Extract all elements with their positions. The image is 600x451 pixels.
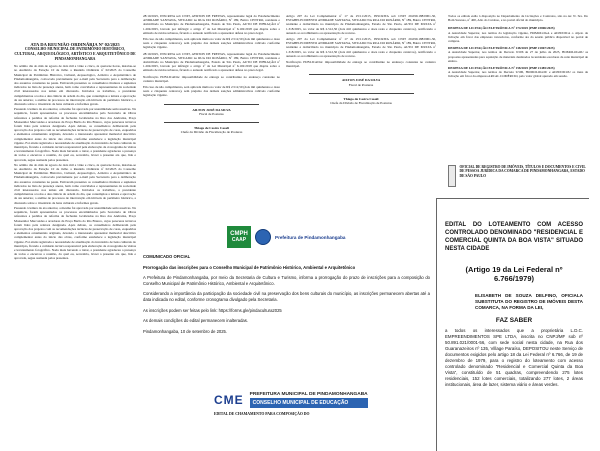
- comunicado-block: [143, 226, 430, 388]
- signature-line: [164, 104, 260, 105]
- column-3: [286, 0, 436, 105]
- disp3-title: DESPESA DE LICITAÇÃO ELETRÔNICA Nº 158/2025 (PMP 21485/2025): [448, 66, 555, 71]
- edital-lei: (Artigo 19 da Lei Federal nº 6.766/1979): [465, 265, 563, 283]
- cme-subtitle-2: CONSELHO MUNICIPAL DE EDUCAÇÃO: [250, 398, 368, 408]
- signature-role-4: Chefe da Divisão de Fiscalização de Posturas: [330, 101, 392, 106]
- edital-faz-saber: FAZ SABER: [495, 317, 533, 324]
- notice-mid-text: Em caso de não cumprimento, será aplicada multa no valor de R$ 2.512,50 (dois mil quinhentos e doze reais e cinquenta centavos), sem prejuízo das demais sanções administrativas cabíveis conforme legislação vigente.: [143, 37, 280, 50]
- signature-name-3: AILTON JOSÉ DA SILVA: [341, 78, 381, 83]
- column-2: [143, 0, 280, 134]
- comunicado-heading: Prorrogação das inscrições para o Conselho Municipal de Patrimônio Histórico, Ambiental e Arquitetônico: [143, 264, 356, 270]
- multa-top-text: Artigo 207 da Lei Complementar nº 17 de 25/11/2015, INSCRITA sob CNPJ 26.099.188/0001-50, ESTABELECIMENTO ANDRADE SANTANA, SITUADO NA RUA DO ROSÁRIO, Nº 189, Bairro CENTRO, residente e domiciliado no município de Pindamonhangaba, Estado de São Paulo, AUTO DE MULTA nº 1.318/2025, no valor de R$ 2.512,50 (dois mil quinhentos e doze reais e cinquenta centavos), notificando o autuado ao recolhimento ou apresentação de recurso.: [286, 14, 436, 35]
- comunicado-p1: A Prefeitura de Pindamonhangaba, por meio da Secretaria de Cultura e Turismo, informa a prorrogação do prazo de inscrições para a composição do Conselho Municipal de Patrimônio Histórico, Ambiental e Arquitetônico.: [143, 275, 430, 286]
- signature-name: AILTON JOSÉ DA SILVA: [192, 107, 231, 112]
- notice-extra-text: 28/10/2025, INSCRITA sob CNPJ, AYRTON DE FREITAS, representante legal do Estabelecimento ANDRADE SANTANA, SITUADO na RUA DO ROSÁRIO, Nº 189, Bairro CENTRO, residente e domiciliado no Município de Pindamonhangaba, Estado de São Paulo, AUTO DE INFRAÇÃO nº 1.204/2025, lavrado por infringir o artigo 2º da Lei Municipal nº 6.102/2018 que dispõe sobre a emissão de ruídos urbanos, ficando o autuado notificado a apresentar defesa no prazo legal.: [143, 51, 280, 73]
- ata-body-1: No sétimo dia do mês de agosto de dois mil e vinte e cinco, às quatorze horas, instalou-se no Auditório da Estação 10 de Julho a Reunião Ordinária nº 02/2025 do Conselho Municipal de Patrimônio Histórico, Cultural, Arqueológico, Artístico e Arquitetônico de Pindamonhangaba, convocada previamente por e-mail pela Secretaria para a deliberação dos assuntos constantes na pauta. Estiveram presentes os conselheiros titulares e suplentes indicados na lista de presença anexa, bem como convidados e representantes da sociedade civil interessados nos temas em discussão. Iniciados os trabalhos, a presidente cumprimentou a todos e deu ciência da ordem do dia, que contemplou a leitura e aprovação da ata anterior, a análise de processos de intervenção em imóveis do perímetro histórico, a discussão sobre o inventário de bens culturais e informes gerais.: [14, 64, 136, 107]
- cme-subtitle-1: PREFEITURA MUNICIPAL DE PINDAMONHANGABA: [249, 392, 368, 397]
- multa-repeat-text: Artigo 207 da Lei Complementar nº 17 de 25/11/2015, INSCRITA sob CNPJ 26.099.188/0001-50, ESTABELECIMENTO ANDRADE SANTANA, SITUADO NA RUA DO ROSÁRIO, Nº 189, Bairro CENTRO, residente e domiciliado no município de Pindamonhangaba, Estado de São Paulo, AUTO DE MULTA nº 1.318/2025, no valor de R$ 2.512,50 (dois mil quinhentos e doze reais e cinquenta centavos), notificando o autuado ao recolhimento ou apresentação de recurso.: [286, 37, 436, 58]
- cartorio-title: OFICIAL DE REGISTRO DE IMÓVEIS, TÍTULOS E DOCUMENTOS E CIVIL DE PESSOA JURÍDICA DA COMARCA DE PINDAMONHANGABA, ESTADO DE SÃO PAULO: [459, 165, 586, 178]
- edital-body: a todos os interessados que a proprietária L.D.C. EMPREENDIMENTOS SPE LTDA, inscrita no CNPJ/MF sob nº 50.891.021/0001-56, com sede social nesta cidade, na Rua dos Guaranazeiros nº 135, Village Paraíso, DEPOSITOU neste Serviço de documentos exigidos pelo artigo 18 da Lei Federal nº 6.766, de 19 de dezembro de 1979, para o registro do loteamento com acesso controlado denominado "Residencial e Comercial Quinta da Boa Vista", constituído de 51 quadras, compreendendo 275 lotes residenciais, 152 lotes comerciais, totalizando 277 lotes, 2 áreas institucionais, área de lazer, sistema viário e áreas verdes.: [445, 328, 583, 387]
- comunicado-logos: [227, 226, 345, 248]
- ata-subtitle: CONSELHO MUNICIPAL DE PATRIMÔNIO HISTÓRICO, CULTURAL, ARQUEOLÓGICO, ARTÍSTICO E ARQUITETÔNICO DE PINDAMONHANGABA: [14, 47, 136, 61]
- edital-title: EDITAL DO LOTEAMENTO COM ACESSO CONTROLADO DENOMINADO "RESIDENCIAL E COMERCIAL QUINTA DA BOA VISTA" SITUADO NESTA CIDADE: [445, 222, 583, 252]
- ata-body-4: Passando à leitura da ata anterior, a mesma foi aprovada por unanimidade sem ressalvas. Na sequência, foram apresentados os processos encaminhados pela Secretaria de Obras referentes a pedidos de reforma de fachadas localizadas na Rua dos Andradas, Praça Monsenhor Marcondes e arredores da Praça Barão do Rio Branco, cujos pareceres técnicos foram lidos pela relatora designada. Após debate, os conselheiros deliberaram pela aprovação dos projetos com as recomendações técnicas de preservação de cores, esquadrias e elementos ornamentais originais, devendo o interessado apresentar memorial descritivo complementar antes do início das obras, conforme estabelece a legislação municipal vigente. Foi ainda registrada a necessidade de atualização do inventário de bens culturais do município, ficando a comissão técnica responsável pela elaboração de cronograma de visitas e levantamento fotográfico. Nada mais havendo a tratar, a presidente agradeceu a presença de todos e encerrou a reunião, da qual eu, secretária, lavrei a presente ata que, lida e aprovada, segue assinada pelos presentes.: [14, 205, 136, 261]
- signature-name-4: Thiago de Castro Casali: [343, 96, 379, 101]
- disp3-text: A Autoridade Superior, nos termos do Decreto 9.506, HOMOLOGOU e ADJUDICOU os itens da licitação em favor da empresa ARCAL COMÉRCIO, pelo valor global apurado em sessão.: [448, 70, 588, 79]
- notice-repeat: Em caso de não cumprimento, será aplicada multa no valor de R$ 2.512,50 (dois mil quinhentos e doze reais e cinquenta centavos), sem prejuízo das demais sanções administrativas cabíveis conforme legislação vigente.: [143, 85, 280, 98]
- cme-footer: EDITAL DE CHAMAMENTO PARA COMPOSIÇÃO DO: [214, 412, 310, 416]
- signature-line-4: [309, 93, 414, 94]
- prefeitura-seal-icon: [255, 229, 271, 245]
- signature-role-2: Chefe da Divisão de Fiscalização de Posturas: [180, 130, 243, 135]
- ata-body-2: Passando à leitura da ata anterior, a mesma foi aprovada por unanimidade sem ressalvas. Na sequência, foram apresentados os processos encaminhados pela Secretaria de Obras referentes a pedidos de reforma de fachadas localizadas na Rua dos Andradas, Praça Monsenhor Marcondes e arredores da Praça Barão do Rio Branco, cujos pareceres técnicos foram lidos pela relatora designada. Após debate, os conselheiros deliberaram pela aprovação dos projetos com as recomendações técnicas de preservação de cores, esquadrias e elementos ornamentais originais, devendo o interessado apresentar memorial descritivo complementar antes do início das obras, conforme estabelece a legislação municipal vigente. Foi ainda registrada a necessidade de atualização do inventário de bens culturais do município, ficando a comissão técnica responsável pela elaboração de cronograma de visitas e levantamento fotográfico. Nada mais havendo a tratar, a presidente agradeceu a presença de todos e encerrou a reunião, da qual eu, secretária, lavrei a presente ata que, lida e aprovada, segue assinada pelos presentes.: [14, 107, 136, 162]
- cartorio-emblem-icon: [448, 165, 456, 187]
- signature-role-3: Fiscal de Posturas: [348, 82, 374, 87]
- disp2-title: DESPESA DE LICITAÇÃO ELETRÔNICA Nº 148/2025 (PMP 21867/2025): [448, 46, 555, 51]
- disp2-text: A Autoridade Superior, nos termos do Decreto 9.506 de 27 de julho de 2025, HOMOLOGOU as propostas apresentadas para aquisição de materiais destinados às unidades escolares da rede municipal de ensino.: [448, 50, 588, 63]
- comunicado-date: Pindamonhangaba, 10 de setembro de 2025.: [143, 328, 228, 334]
- cmph-caap-logo: CMPH CAAP: [227, 226, 251, 248]
- col4-top-text: Todos os editais estão à disposição no Departamento de Licitações e Contratos, sito na Av. N. Sra. Do Bom Sucesso, nº 400, Alto do Cardoso, e no portal oficial do município.: [448, 14, 588, 23]
- column-4: [448, 0, 588, 79]
- cartorio-header: [448, 165, 588, 195]
- notice-publicada: Notificação PUBLICADA: impossibilidade de entrega ao contribuinte no endereço constante no cadastro municipal.: [143, 74, 280, 83]
- prefeitura-logo-text: Prefeitura de Pindamonhangaba: [275, 234, 346, 240]
- cme-logo: CME: [214, 393, 244, 407]
- column-1: [14, 0, 136, 261]
- signature-role: Fiscal de Posturas: [199, 111, 224, 116]
- disp1-title: DESPESA DE LICITAÇÃO ELETRÔNICA Nº 174/2025 (PMP 23806/2025): [448, 26, 555, 31]
- disp1-text: A Autoridade Superior, nos termos da legislação vigente, HOMOLOGA e ADJUDICA o objeto da licitação em favor das empresas vencedoras, conforme ata da sessão pública disponível no portal de compras.: [448, 30, 588, 44]
- signature-line-3: [309, 74, 414, 75]
- signature-name-2: Thiago de Castro Casali: [194, 126, 229, 131]
- edital-intro: ELISABETH DE SOUZA DELFINO, OFICIALA SUBSTITUTA DO REGISTRO DE IMÓVEIS DESTA COMARCA, NA FORMA DA LEI,: [475, 293, 583, 310]
- signature-line-2: [164, 122, 260, 123]
- comunicado-p3: As inscrições podem ser feitas pelo link: https://forms.gle/pindacultura2025: [143, 307, 282, 313]
- comunicado-title: COMUNICADO OFICIAL: [143, 254, 191, 259]
- multa-publicada: Notificação PUBLICADA: impossibilidade de entrega ao contribuinte no endereço constante no cadastro municipal.: [286, 60, 436, 69]
- cme-block: [214, 392, 434, 444]
- comunicado-p2: Considerando a importância da participação da sociedade civil na preservação dos bens culturais do município, as inscrições permanecem abertas até a data indicada no edital, conforme cronograma divulgado pela Secretaria.: [143, 291, 430, 302]
- notice-top-text: 28/10/2025, INSCRITA sob CNPJ, AYRTON DE FREITAS, representante legal do Estabelecimento ANDRADE SANTANA, SITUADO na RUA DO ROSÁRIO, Nº 189, Bairro CENTRO, residente e domiciliado no Município de Pindamonhangaba, Estado de São Paulo, AUTO DE INFRAÇÃO nº 1.204/2025, lavrado por infringir o artigo 2º da Lei Municipal nº 6.102/2018 que dispõe sobre a emissão de ruídos urbanos, ficando o autuado notificado a apresentar defesa no prazo legal.: [143, 14, 280, 35]
- ata-title: ATA DA REUNIÃO ORDINÁRIA Nº 02/2025: [30, 42, 120, 47]
- ata-body-3: No sétimo dia do mês de agosto de dois mil e vinte e cinco, às quatorze horas, instalou-se no Auditório da Estação 10 de Julho a Reunião Ordinária nº 02/2025 do Conselho Municipal de Patrimônio Histórico, Cultural, Arqueológico, Artístico e Arquitetônico de Pindamonhangaba, convocada previamente por e-mail pela Secretaria para a deliberação dos assuntos constantes na pauta. Estiveram presentes os conselheiros titulares e suplentes indicados na lista de presença anexa, bem como convidados e representantes da sociedade civil interessados nos temas em discussão. Iniciados os trabalhos, a presidente cumprimentou a todos e deu ciência da ordem do dia, que contemplou a leitura e aprovação da ata anterior, a análise de processos de intervenção em imóveis do perímetro histórico, a discussão sobre o inventário de bens culturais e informes gerais.: [14, 162, 136, 205]
- comunicado-p4: As demais condições do edital permanecem inalteradas.: [143, 318, 248, 324]
- edital-box: [436, 198, 589, 451]
